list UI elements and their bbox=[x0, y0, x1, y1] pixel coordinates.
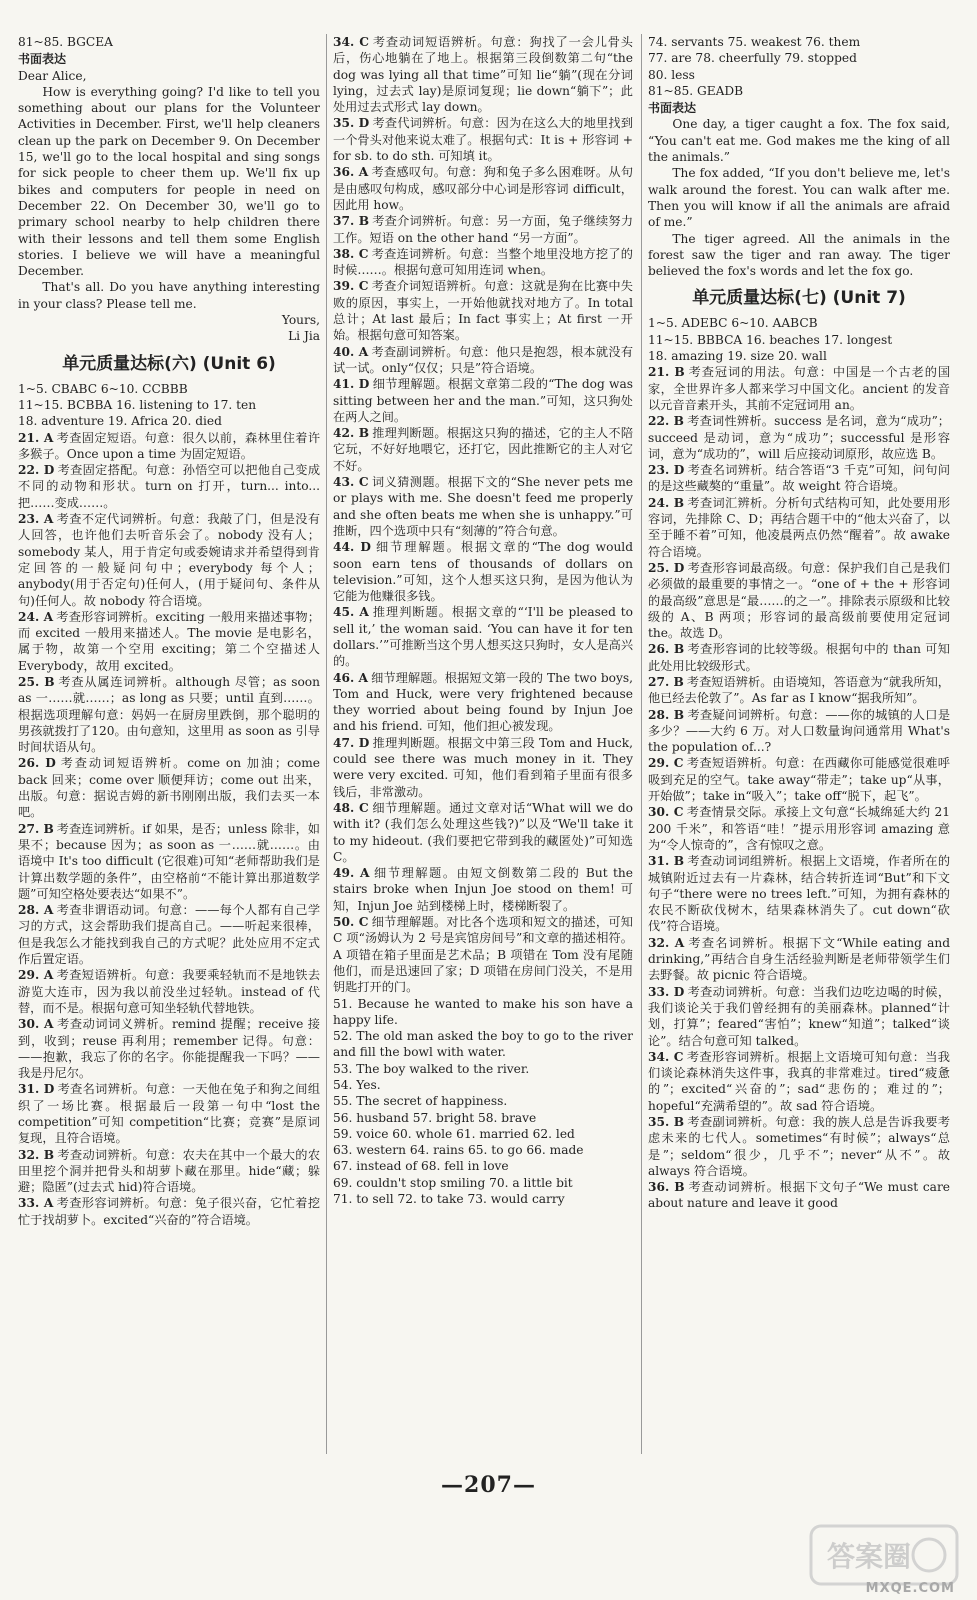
item-text: 考查动词短语辨析。句意：狗找了一会儿骨头后，伤心地躺在了地上。根据第三段倒数第二句“the dog was lying all that time”可知 lie“躺”(现在分词 lying，过去式 lay)是原词复现；lie down“躺下”；此处用过去式形式 lay down。 bbox=[333, 35, 633, 115]
item-number: 35. D bbox=[333, 116, 370, 131]
item-number: 37. B bbox=[333, 214, 369, 229]
answer-item bbox=[333, 115, 633, 164]
item-text: 细节理解题。根据文章第二段的“The dog was sitting between her and the man.”可知，这只狗处在两人之间。 bbox=[333, 377, 633, 424]
section-title: 单元质量达标(七) (Unit 7) bbox=[692, 288, 906, 309]
answer-item bbox=[333, 474, 633, 539]
item-text: 考查形容词辨析。exciting 一般用来描述事物；而 excited 一般用来描述人。The movie 是电影名，属于物，故第一个空用 exciting；第二个空描述人 Everybody，故用 excited。 bbox=[18, 609, 320, 673]
item-text: 考查疑问词辨析。句意：——你的城镇的人口是多少？——大约 6 万。对人口数量询问通常用 What's the population of...? bbox=[648, 707, 950, 755]
answer-line: 51. Because he wanted to make his son have a happy life. bbox=[333, 996, 633, 1027]
quick-answers bbox=[648, 315, 950, 364]
item-number: 23. A bbox=[18, 512, 54, 527]
item-number: 39. C bbox=[333, 279, 369, 294]
item-text: 考查词汇辨析。分析句式结构可知，此处要用形容词，先排除 C、D；再结合题干中的“他太兴奋了，以至于睡不着”可知，他凌晨两点仍然“醒着”。故 awake 符合语境。 bbox=[648, 495, 950, 559]
item-text: 考查动词短语辨析。come on 加油；come back 回来；come over 顺便拜访；come out 出来，出版。句意：据说吉姆的新书刚刚出版，我们去买一本吧。 bbox=[18, 756, 320, 820]
item-text: 考查感叹句。句意：狗和兔子多么困难呀。从句是由感叹句构成，感叹部分中心词是形容词 difficult，因此用 how。 bbox=[333, 165, 633, 212]
answer-item bbox=[648, 462, 950, 495]
item-number: 28. A bbox=[18, 903, 54, 918]
item-number: 42. B bbox=[333, 426, 369, 441]
answer-line: 1~5. CBABC 6~10. CCBBB bbox=[18, 381, 188, 396]
quick-answers bbox=[18, 381, 320, 430]
answer-item bbox=[648, 495, 950, 560]
item-text: 考查短语辨析。由语境知，答语意为“就我所知，他已经去伦敦了”。As far as I know“据我所知”。 bbox=[648, 674, 950, 706]
answer-explanations bbox=[333, 34, 633, 996]
item-text: 词义猜测题。根据下文的“She never pets me or plays with me. She doesn't feed me properly and she often beats me when she is unhappy.”可推断，四个选项中只有“刻薄的”符合句意。 bbox=[333, 475, 633, 538]
item-text: 考查短语辨析。句意：我要乘轻轨而不是地铁去游览大连市，因为我以前没坐过轻轨。instead of 代替，而不是。根据句意可知坐轻轨代替地铁。 bbox=[18, 968, 320, 1015]
answer-item bbox=[333, 246, 633, 279]
item-text: 考查名词辨析。结合答语“3 千克”可知，问句问的是这些藏獒的“重量”。故 weight 符合语境。 bbox=[648, 463, 950, 494]
answer-lines bbox=[648, 34, 950, 99]
answer-item bbox=[18, 1195, 320, 1228]
answer-item bbox=[333, 735, 633, 800]
answer-explanations bbox=[18, 430, 320, 1229]
answer-item bbox=[18, 967, 320, 1016]
item-text: 考查动词辨析。根据下文句子“We must care about nature and leave it good bbox=[648, 1180, 950, 1211]
answer-item bbox=[648, 707, 950, 756]
answer-item bbox=[18, 755, 320, 820]
item-number: 45. A bbox=[333, 605, 369, 620]
item-text: 考查动词辨析。句意：农夫在其中一个最大的农田里挖个洞并把骨头和胡萝卜藏在那里。hide“藏；躲避；隐匿”(过去式 hid)符合语境。 bbox=[18, 1147, 320, 1195]
item-number: 22. D bbox=[18, 463, 55, 478]
item-number: 50. C bbox=[333, 915, 369, 930]
answer-item bbox=[333, 376, 633, 425]
item-text: 考查固定短语。句意：很久以前，森林里住着许多猴子。Once upon a time 为固定短语。 bbox=[18, 430, 320, 461]
answer-item bbox=[333, 213, 633, 246]
item-number: 34. C bbox=[648, 1049, 684, 1064]
answer-explanations bbox=[648, 364, 950, 1211]
answer-line: 1~5. ADEBC 6~10. AABCB bbox=[648, 316, 818, 331]
page-number: —207— bbox=[441, 1472, 536, 1498]
item-number: 25. D bbox=[648, 560, 685, 575]
item-number: 31. B bbox=[648, 854, 685, 869]
item-number: 22. B bbox=[648, 414, 684, 429]
answer-item bbox=[18, 1016, 320, 1081]
item-number: 36. A bbox=[333, 165, 369, 180]
answer-item bbox=[648, 1114, 950, 1179]
answer-item bbox=[648, 413, 950, 462]
item-number: 31. D bbox=[18, 1082, 55, 1097]
item-text: 考查冠词的用法。句意：中国是一个古老的国家，全世界许多人都来学习中国文化。ancient 的发音以元音音素开头，其前不定冠词用 an。 bbox=[648, 365, 950, 412]
item-text: 考查动词词组辨析。根据上文语境，作者所在的城镇附近过去有一片森林，结合转折连词“But”和下文句子“there were no trees left.”可知，为拥有森林的农民不断砍伐树木，结果森林消失了。cut down“砍伐”符合语境。 bbox=[648, 854, 950, 934]
answer-item bbox=[333, 34, 633, 115]
answer-item bbox=[333, 604, 633, 669]
section-title: 单元质量达标(六) (Unit 6) bbox=[62, 353, 276, 374]
item-number: 33. A bbox=[18, 1196, 54, 1211]
watermark-logo bbox=[809, 1524, 959, 1586]
item-text: 考查名词辨析。根据下文“While eating and drinking,”再结合自身生活经验判断是老师带领学生们去野餐。故 picnic 符合语境。 bbox=[648, 935, 950, 983]
item-text: 考查动词辨析。句意：当我们边吃边喝的时候，我们谈论关于我们曾经拥有的美丽森林。planned“计划，打算”；feared“害怕”；knew“知道”；talked“谈论”。结合句意可知 talked。 bbox=[648, 984, 950, 1048]
item-text: 考查从属连词辨析。although 尽管；as soon as 一……就……；as long as 只要；until 直到……。根据选项理解句意：妈妈一在厨房里跌倒，那个聪明的男孩就拨打了120。由句意知，这里用 as soon as 引导时间状语从句。 bbox=[18, 674, 320, 755]
item-text: 推理判断题。根据这只狗的描述，它的主人不陪它玩，不好好地喂它，还打它，因此推断它的主人对它不好。 bbox=[333, 426, 633, 473]
item-text: 考查副词辨析。句意：我的族人总是告诉我要考虑未来的七代人。sometimes“有时候”；always“总是”；seldom“很少，几乎不”；never“从不”。故 always 符合语境。 bbox=[648, 1115, 950, 1178]
item-text: 细节理解题。通过文章对话“What will we do with it? (我们怎么处理这些钱?)”以及“We'll take it to my hideout. (我们要把它带到我的藏匿处)”可知选 C。 bbox=[333, 800, 633, 864]
item-number: 26. D bbox=[18, 756, 56, 771]
answer-line: 11~15. BBBCA 16. beaches 17. longest bbox=[648, 332, 893, 347]
answer-item bbox=[648, 364, 950, 413]
answer-line: 54. Yes. bbox=[333, 1078, 381, 1092]
item-text: 考查连词辨析。句意：当整个地里没地方挖了的时候……。根据句意可知用连词 when。 bbox=[333, 246, 633, 278]
watermark-url: MXQE.COM bbox=[865, 1581, 955, 1596]
answer-line: 69. couldn't stop smiling 70. a little bit bbox=[333, 1175, 573, 1190]
item-text: 考查名词辨析。句意：一天他在兔子和狗之间组织了一场比赛。根据最后一段第一句中“lost the competition”可知 competition“比赛；竞赛”是原词复现，且符合语境。 bbox=[18, 1082, 320, 1146]
item-number: 38. C bbox=[333, 246, 369, 261]
letter-paragraph: How is everything going? I'd like to tell you something about our plans for the Volunteer Activities in December. First, we'll help cleaners clean up the park on December 9. On December 15, we'll go to the local hospital and sing songs for sick people to cheer them up. We'll fix up bikes and computers for people in need on December 22. On December 30, we'll go to primary school nearby to help children there with their lessons and tell them some English stories. I believe we will have a meaningful December. bbox=[18, 84, 320, 279]
item-number: 32. A bbox=[648, 935, 685, 950]
item-number: 47. D bbox=[333, 735, 370, 750]
item-number: 26. B bbox=[648, 642, 685, 657]
answer-item bbox=[18, 902, 320, 967]
item-text: 细节理解题。根据短文第一段的 The two boys, Tom and Huck, were very frightened because they worried about being found by Injun Joe and his friend. 可知，他们担心被发现。 bbox=[333, 670, 633, 734]
answer-item bbox=[333, 800, 633, 865]
answer-item bbox=[648, 1049, 950, 1114]
item-number: 24. A bbox=[18, 609, 54, 624]
item-text: 细节理解题。根据文章的“The dog would soon earn tens of thousands of dollars on television.”可知，这个人想买这只狗，是因为他认为它能为他赚很多钱。 bbox=[333, 540, 633, 604]
column-left bbox=[18, 34, 320, 1464]
item-number: 27. B bbox=[18, 821, 54, 836]
answer-item bbox=[333, 278, 633, 343]
item-number: 21. A bbox=[18, 430, 54, 445]
answer-line: 63. western 64. rains 65. to go 66. made bbox=[333, 1143, 584, 1158]
item-number: 29. C bbox=[648, 756, 684, 771]
answer-line: 81~85. BGCEA bbox=[18, 35, 113, 49]
answer-item bbox=[333, 539, 633, 604]
answer-line: 56. husband 57. bright 58. brave bbox=[333, 1110, 537, 1125]
answer-item bbox=[18, 430, 320, 463]
item-number: 23. D bbox=[648, 463, 685, 478]
item-number: 28. B bbox=[648, 707, 685, 722]
item-number: 30. A bbox=[18, 1017, 54, 1032]
answer-item bbox=[648, 804, 950, 853]
item-number: 32. B bbox=[18, 1147, 55, 1162]
column-middle bbox=[333, 34, 633, 1464]
item-number: 41. D bbox=[333, 377, 370, 392]
column-divider bbox=[326, 34, 327, 1454]
item-text: 考查不定代词辨析。句意：我敲了门，但是没有人回答，也许他们去听音乐会了。nobody 没有人；somebody 某人，用于肯定句或委婉请求并希望得到肯定回答的一般疑问句中；everybody 每个人；anybody(用于否定句)任何人，(用于疑问句、条件从句)任何人。故 nobody 符合语境。 bbox=[18, 512, 320, 608]
answer-line: 80. less bbox=[648, 67, 695, 82]
answer-line: 18. adventure 19. Africa 20. died bbox=[18, 414, 222, 429]
item-text: 考查形容词辨析。句意：兔子很兴奋，它忙着挖忙于找胡萝卜。excited“兴奋的”符合语境。 bbox=[18, 1196, 320, 1227]
letter-paragraph: That's all. Do you have anything interesting in your class? Please tell me. bbox=[18, 280, 320, 311]
answer-item bbox=[648, 755, 950, 804]
item-number: 25. B bbox=[18, 674, 55, 689]
item-text: 考查副词辨析。句意：他只是抱怨，根本就没有试一试。only“仅仅；只是”符合语境。 bbox=[333, 344, 633, 375]
item-number: 24. B bbox=[648, 495, 685, 510]
item-text: 考查动词词义辨析。remind 提醒；receive 接到，收到；reuse 再利用；remember 记得。句意：——抱歉，我忘了你的名字。你能提醒我一下吗？——我是丹尼尔。 bbox=[18, 1017, 320, 1081]
answer-item bbox=[18, 821, 320, 902]
letter-signature: Li Jia bbox=[288, 329, 320, 344]
item-number: 33. D bbox=[648, 984, 685, 999]
item-text: 考查情景交际。承接上文句意“长城绵延大约 21 200 千米”，和答语“哇！”提示用形容词 amazing 意为“令人惊奇的”，含有惊叹之意。 bbox=[648, 805, 950, 852]
item-text: 考查短语辨析。句意：在西藏你可能感觉很难呼吸到充足的空气。take away“带走”；take up“从事，开始做”；take in“吸入”；take off“脱下，起飞”。 bbox=[648, 756, 950, 804]
answer-line: 59. voice 60. whole 61. married 62. led bbox=[333, 1126, 575, 1141]
item-text: 考查形容词最高级。句意：保护我们自己是我们必须做的最重要的事情之一。“one of + the + 形容词的最高级”意思是“最……的之一”。排除表示原级和比较级的 A、B 两项；形容词的最高级前要使用定冠词 the。故选 D。 bbox=[648, 560, 950, 641]
answer-line: 53. The boy walked to the river. bbox=[333, 1061, 530, 1076]
answer-item bbox=[648, 560, 950, 641]
answer-item bbox=[648, 674, 950, 707]
answer-item bbox=[333, 865, 633, 914]
essay-paragraph: One day, a tiger caught a fox. The fox said, “You can't eat me. God makes me the king of all the animals.” bbox=[648, 117, 950, 165]
item-number: 44. D bbox=[333, 540, 371, 555]
answer-line: 74. servants 75. weakest 76. them bbox=[648, 35, 861, 49]
item-text: 考查连词辨析。if 如果，是否；unless 除非，如果不；because 因为；as soon as 一……就……。由语境中 It's too difficult (它很难)可知“老师帮助我们是计算出数学题的条件”，由空格前“不能计算出那道数学题”可知空格处要表达“如果不”。 bbox=[18, 821, 320, 901]
item-text: 考查固定搭配。句意：孙悟空可以把他自己变成不同的动物和形状。turn on 打开，turn... into... 把……变成……。 bbox=[18, 463, 320, 510]
column-divider bbox=[641, 34, 642, 1454]
short-answers bbox=[333, 996, 633, 1208]
item-text: 考查介词短语辨析。句意：这就是狗在比赛中失败的原因，事实上，一开始他就找对地方了。In total 总计；At last 最后；In fact 事实上；At first 一开始。根据句意可知答案。 bbox=[333, 279, 633, 343]
item-number: 46. A bbox=[333, 670, 368, 685]
letter-greeting: Dear Alice, bbox=[18, 68, 87, 83]
answer-item bbox=[648, 935, 950, 984]
item-number: 27. B bbox=[648, 674, 684, 689]
item-number: 21. B bbox=[648, 365, 685, 380]
item-text: 考查形容词的比较等级。根据句中的 than 可知此处用比较级形式。 bbox=[648, 642, 950, 673]
letter-closing: Yours, bbox=[281, 313, 320, 328]
answer-item bbox=[333, 670, 633, 735]
item-text: 细节理解题。由短文倒数第二段的 But the stairs broke when Injun Joe stood on them! 可知，Injun Joe 站到楼梯上时，楼梯断裂了。 bbox=[333, 866, 633, 913]
answer-line: 71. to sell 72. to take 73. would carry bbox=[333, 1192, 565, 1207]
answer-item bbox=[648, 1179, 950, 1212]
essay bbox=[648, 116, 950, 279]
item-number: 43. C bbox=[333, 475, 369, 490]
answer-item bbox=[18, 1147, 320, 1196]
answer-line: 11~15. BCBBA 16. listening to 17. ten bbox=[18, 397, 257, 412]
answer-item bbox=[18, 674, 320, 755]
answer-line: 81~85. GEADB bbox=[648, 83, 744, 98]
item-number: 34. C bbox=[333, 35, 370, 49]
answer-line: 52. The old man asked the boy to go to the river and fill the bowl with water. bbox=[333, 1029, 633, 1060]
answer-item bbox=[333, 164, 633, 213]
column-right bbox=[648, 34, 950, 1464]
item-text: 考查词性辨析。success 是名词，意为“成功”；succeed 是动词，意为“成功”；successful 是形容词，意为“成功的”，will 后应接动词原形，故应选 B。 bbox=[648, 414, 950, 461]
answer-line: 18. amazing 19. size 20. wall bbox=[648, 349, 827, 364]
item-text: 考查非谓语动词。句意：——每个人都有自己学习的方式，这会帮助我们提高自己。——听起来很棒，但是我怎么才能找到我自己的方式呢？此处应用不定式作后置定语。 bbox=[18, 903, 320, 967]
answer-item bbox=[648, 984, 950, 1049]
answer-item bbox=[333, 344, 633, 377]
writing-label: 书面表达 bbox=[648, 101, 697, 116]
item-text: 推理判断题。根据文中第三段 Tom and Huck, could see there was much money in it. They were very excited. 可知，他们看到箱子里面有很多钱后，非常激动。 bbox=[333, 735, 633, 799]
item-number: 29. A bbox=[18, 968, 54, 983]
item-text: 考查介词辨析。句意：另一方面，兔子继续努力工作。短语 on the other hand “另一方面”。 bbox=[333, 214, 633, 245]
answer-item bbox=[18, 511, 320, 609]
answer-item bbox=[18, 1081, 320, 1146]
writing-label: 书面表达 bbox=[18, 52, 67, 67]
answer-item bbox=[333, 914, 633, 995]
essay-paragraph: The fox added, “If you don't believe me, let's walk around the forest. You can walk after me. Then you will know if all the animals are afraid of me.” bbox=[648, 166, 950, 230]
answer-item bbox=[333, 425, 633, 474]
answer-line: 77. are 78. cheerfully 79. stopped bbox=[648, 51, 857, 66]
item-text: 细节理解题。对比各个选项和短文的描述，可知 C 项“汤姆认为 2 号是宾馆房间号”和文章的描述相符。A 项错在箱子里面是艺术品；B 项错在 Tom 没有尾随他们，而是迅速回了家；D 项错在房间门没关，不是用钥匙打开的门。 bbox=[333, 915, 633, 995]
item-text: 推理判断题。根据文章的“‘I'll be pleased to sell it,’ the woman said. ‘You can have it for ten dollars.’”可推断当这个男人想买这只狗时，女人是高兴的。 bbox=[333, 605, 633, 669]
item-number: 49. A bbox=[333, 866, 370, 881]
item-number: 48. C bbox=[333, 800, 369, 815]
item-number: 35. B bbox=[648, 1115, 685, 1129]
item-text: 考查代词辨析。句意：因为在这么大的地里找到一个骨头对他来说太难了。根据句式：It is + 形容词 + for sb. to do sth. 可知填 it。 bbox=[333, 116, 633, 164]
item-number: 36. B bbox=[648, 1180, 685, 1195]
answer-line: 55. The secret of happiness. bbox=[333, 1094, 508, 1109]
answer-item bbox=[18, 462, 320, 511]
item-number: 30. C bbox=[648, 805, 684, 820]
answer-item bbox=[648, 641, 950, 674]
answer-line: 67. instead of 68. fell in love bbox=[333, 1159, 509, 1174]
answer-item bbox=[18, 609, 320, 674]
item-text: 考查形容词辨析。根据上文语境可知句意：当我们谈论森林消失这件事，我真的非常难过。tired“疲惫的”；excited“兴奋的”；sad“悲伤的；难过的”；hopeful“充满希望的”。故 sad 符合语境。 bbox=[648, 1049, 950, 1113]
svg-text:答案圈: 答案圈 bbox=[826, 1540, 912, 1573]
answer-item bbox=[648, 853, 950, 934]
item-number: 40. A bbox=[333, 344, 369, 359]
essay-paragraph: The tiger agreed. All the animals in the forest saw the tiger and ran away. The tiger believed the fox's words and let the fox go. bbox=[648, 231, 950, 279]
